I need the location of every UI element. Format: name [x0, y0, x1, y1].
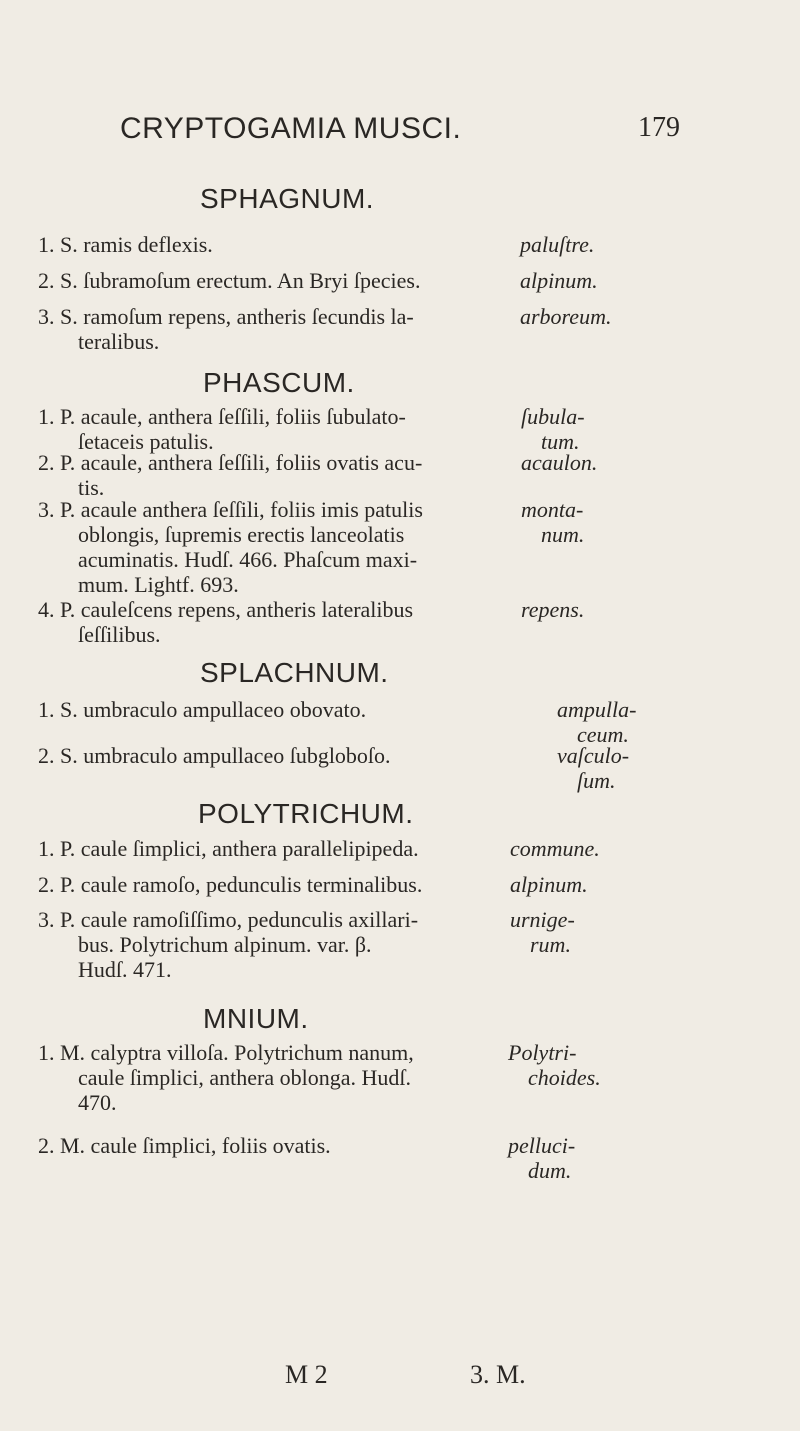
- species-epithet: urnige-: [510, 907, 575, 932]
- species-epithet: monta-: [521, 497, 584, 522]
- species-epithet: num.: [541, 522, 585, 547]
- species-epithet: dum.: [528, 1158, 572, 1183]
- species-epithet: ampulla-: [557, 697, 637, 722]
- entry-number: 2.: [38, 450, 55, 475]
- entry-text-line: mum. Lightf. 693.: [78, 572, 239, 597]
- entry-text-line: ſeſſilibus.: [78, 622, 161, 647]
- species-epithet: repens.: [521, 597, 585, 622]
- entry-text-line: P. caule ramoſo, pedunculis terminalibus.: [60, 872, 423, 897]
- species-epithet: ſubula-: [521, 404, 585, 429]
- species-epithet: commune.: [510, 836, 600, 861]
- entry-number: 1.: [38, 404, 55, 429]
- signature-mark: M 2: [285, 1360, 328, 1389]
- genus-heading: SPHAGNUM.: [200, 183, 375, 214]
- page-header: [120, 112, 680, 152]
- entry-number: 3.: [38, 497, 55, 522]
- species-epithet: alpinum.: [520, 268, 598, 293]
- entry-text-line: P. caule ſimplici, anthera parallelipipeda.: [60, 836, 419, 861]
- species-epithet: choides.: [528, 1065, 601, 1090]
- entry-text-line: Hudſ. 471.: [78, 957, 172, 982]
- species-epithet: arboreum.: [520, 304, 612, 329]
- species-epithet: ſum.: [577, 768, 616, 793]
- species-epithet: paluſtre.: [520, 232, 595, 257]
- genus-heading: SPLACHNUM.: [200, 657, 389, 688]
- entry-text-line: oblongis, ſupremis erectis lanceolatis: [78, 522, 405, 547]
- entry-text-line: ſetaceis patulis.: [78, 429, 214, 454]
- entry-number: 1.: [38, 697, 55, 722]
- species-epithet: alpinum.: [510, 872, 588, 897]
- entry-text-line: teralibus.: [78, 329, 160, 354]
- entry-text-line: acuminatis. Hudſ. 466. Phaſcum maxi-: [78, 547, 418, 572]
- entry-number: 2.: [38, 268, 55, 293]
- species-epithet: rum.: [530, 932, 571, 957]
- entry-text-line: tis.: [78, 475, 105, 500]
- genus-heading: PHASCUM.: [203, 367, 355, 398]
- entry-text-line: P. acaule anthera ſeſſili, foliis imis patulis: [60, 497, 423, 522]
- entry-number: 4.: [38, 597, 55, 622]
- entry-number: 1.: [38, 836, 55, 861]
- species-epithet: Polytri-: [508, 1040, 577, 1065]
- entry-number: 3.: [38, 304, 55, 329]
- entry-text-line: P. cauleſcens repens, antheris lateralibus: [60, 597, 414, 622]
- entry-text-line: P. acaule, anthera ſeſſili, foliis ſubulato-: [60, 404, 406, 429]
- entry-text-line: bus. Polytrichum alpinum. var. β.: [78, 932, 372, 957]
- species-epithet: vaſculo-: [557, 743, 630, 768]
- species-epithet: acaulon.: [521, 450, 598, 475]
- species-epithet: ceum.: [577, 722, 629, 747]
- entry-text-line: S. ſubramoſum erectum. An Bryi ſpecies.: [60, 268, 421, 293]
- page-number: 179: [638, 112, 680, 143]
- genus-heading: MNIUM.: [203, 1003, 309, 1034]
- entry-number: 2.: [38, 743, 55, 768]
- entry-text-line: S. ramis deflexis.: [60, 232, 213, 257]
- genus-heading: POLYTRICHUM.: [198, 798, 414, 829]
- catchword: 3. M.: [470, 1360, 526, 1389]
- running-title: CRYPTOGAMIA MUSCI.: [120, 112, 462, 145]
- entry-number: 3.: [38, 907, 55, 932]
- entry-text-line: caule ſimplici, anthera oblonga. Hudſ.: [78, 1065, 411, 1090]
- entry-text-line: S. ramoſum repens, antheris ſecundis la-: [60, 304, 414, 329]
- entry-text-line: P. acaule, anthera ſeſſili, foliis ovatis acu-: [60, 450, 423, 475]
- entry-text-line: M. caule ſimplici, foliis ovatis.: [60, 1133, 331, 1158]
- entry-number: 2.: [38, 872, 55, 897]
- entry-text-line: P. caule ramoſiſſimo, pedunculis axillari-: [60, 907, 419, 932]
- entry-number: 2.: [38, 1133, 55, 1158]
- entry-text-line: 470.: [78, 1090, 117, 1115]
- entry-text-line: M. calyptra villoſa. Polytrichum nanum,: [60, 1040, 414, 1065]
- species-epithet: tum.: [541, 429, 580, 454]
- entry-number: 1.: [38, 232, 55, 257]
- entry-text-line: S. umbraculo ampullaceo ſubgloboſo.: [60, 743, 391, 768]
- species-epithet: pelluci-: [508, 1133, 576, 1158]
- entry-text-line: S. umbraculo ampullaceo obovato.: [60, 697, 367, 722]
- entry-number: 1.: [38, 1040, 55, 1065]
